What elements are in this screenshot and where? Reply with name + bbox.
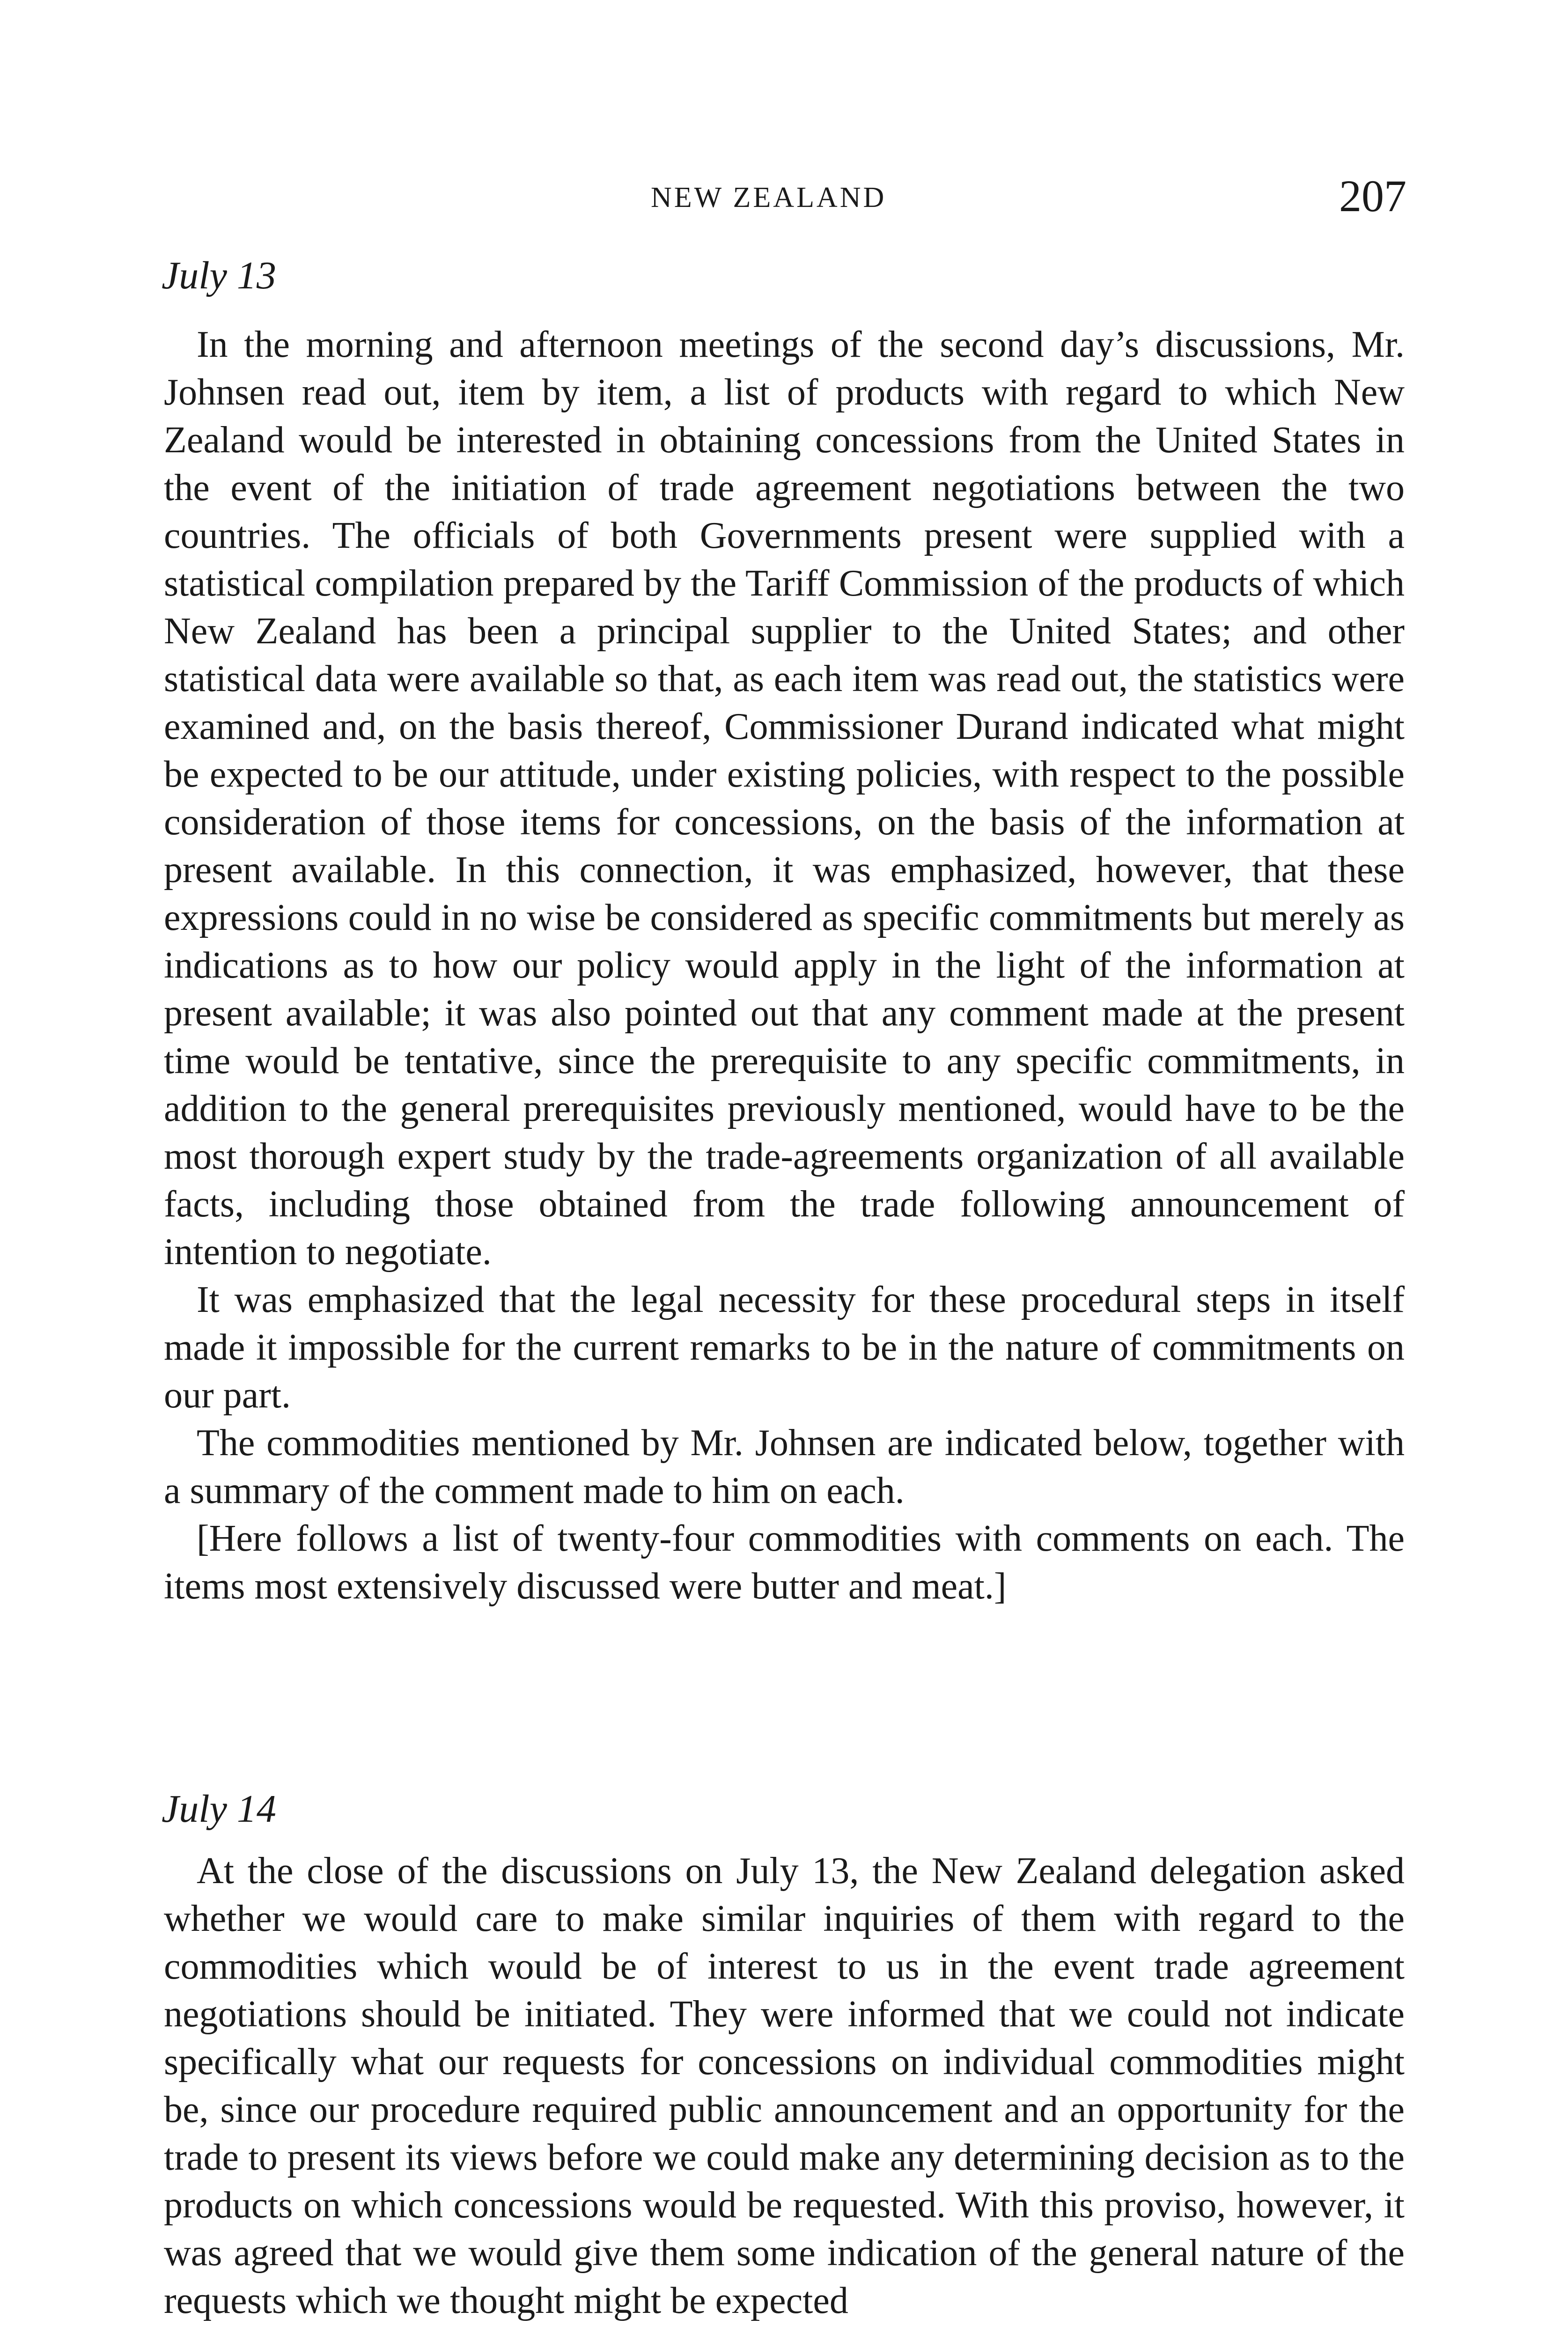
paragraph: At the close of the discussions on July 13, the New Zealand delegation asked whether we would care to make similar inquiries of them with regard to the commodities which would be of interest to us in the event trade agreement negotiations should be initiated. They were informed that we could not indicate specifically what our requests for concessions on individual commodities might be, since our procedure required public announcement and an opportunity for the trade to present its views before we could make any determining decision as to the products on which concessions would be requested. With this proviso, however, it was agreed that we would give them some indication of the general nature of the requests which we thought might be expected [164, 1850, 1405, 2321]
date-heading-july-13: July 13 [162, 254, 276, 297]
section-july-14-body [164, 1847, 1405, 2325]
section-july-13-body [164, 321, 1405, 1610]
paragraph: In the morning and afternoon meetings of the second day’s discussions, Mr. Johnsen read out, item by item, a list of products with regard to which New Zealand would be interested in obtaining concessions from the United States in the event of the initiation of trade agreement negotiations between the two countries. The officials of both Governments present were supplied with a statistical compilation prepared by the Tariff Commission of the products of which New Zealand has been a principal supplier to the United States; and other statistical data were available so that, as each item was read out, the statistics were examined and, on the basis thereof, Commissioner Durand indicated what might be expected to be our attitude, under existing policies, with respect to the possible consideration of those items for concessions, on the basis of the information at present available. In this connection, it was emphasized, however, that these expressions could in no wise be considered as specific commitments but merely as indications as to how our policy would apply in the light of the information at present available; it was also pointed out that any comment made at the present time would be tentative, since the prerequisite to any specific commitments, in addition to the general prerequisites previously mentioned, would have to be the most thorough expert study by the trade-agreements organization of all available facts, including those obtained from the trade following announcement of intention to negotiate. [164, 324, 1405, 1273]
paragraph: It was emphasized that the legal necessity for these procedural steps in itself made it impossible for the current remarks to be in the nature of commitments on our part. [164, 1279, 1405, 1416]
date-heading-july-14: July 14 [162, 1787, 276, 1831]
paragraph: [Here follows a list of twenty-four commodities with comments on each. The items most extensively discussed were butter and meat.] [164, 1518, 1405, 1607]
running-header [0, 171, 1568, 222]
page-number: 207 [1339, 171, 1406, 221]
running-title: NEW ZEALAND [651, 182, 887, 213]
paragraph: The commodities mentioned by Mr. Johnsen are indicated below, together with a summary of the comment made to him on each. [164, 1422, 1405, 1511]
